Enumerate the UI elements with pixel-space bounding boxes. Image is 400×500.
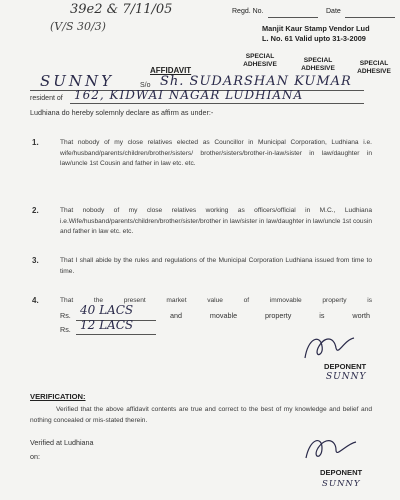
declare-text: Ludhiana do hereby solemnly declare as affirm as under:-	[30, 108, 214, 117]
immovable-value: 40 LACS	[80, 303, 134, 317]
verification-text: Verified that the above affidavit contents are true and correct to the best of my knowledge and belief and nothing concealed or mis-stated therein.	[30, 406, 372, 424]
vendor-line-1: Manjit Kaur Stamp Vendor Lud	[262, 24, 370, 33]
verified-on: on:	[30, 452, 40, 461]
top-scribble: 39e2 & 7/11/05	[70, 2, 173, 17]
para-4-rs-2: Rs.	[60, 325, 71, 334]
relation-label: S/o	[140, 82, 151, 89]
date-line	[345, 17, 395, 18]
date-label: Date	[326, 8, 341, 15]
verification-heading: VERIFICATION:	[30, 392, 86, 401]
para-4-rs-1: Rs.	[60, 311, 71, 320]
adhesive-label-1: SPECIAL ADHESIVE	[243, 53, 277, 68]
adhesive-label-3: SPECIAL ADHESIVE	[357, 60, 391, 75]
para-4-text-2: and movable property is worth	[170, 311, 370, 320]
para-1-text: That nobody of my close relatives elected as Councillor in Municipal Corporation, Ludhiana i.e. wife/husband/parents/children/brother/sisters/ brother/sisters/brother-in-law/sister in law/daughter in law/uncle 1st Cousin and father in law etc. etc.	[60, 139, 372, 167]
deponent-name: SUNNY	[40, 72, 115, 90]
signature-2	[300, 432, 360, 466]
movable-line	[76, 334, 156, 335]
movable-value: 12 LACS	[80, 318, 134, 332]
para-2-text: That nobody of my close relatives working as officers/official in M.C., Ludhiana i.e.Wife/husband/parents/children/brother/sister/brother in law/sister in law/daughter in law/uncle 1st cousin and father in law etc. etc.	[60, 207, 372, 235]
resident-label: resident of	[30, 95, 63, 102]
signature-1	[300, 330, 360, 364]
deponent-label-2: DEPONENT	[320, 468, 363, 477]
regd-label-text: Regd. No.	[232, 8, 264, 15]
affidavit-title: AFFIDAVIT	[150, 66, 192, 75]
para-4-num: 4.	[32, 296, 39, 305]
para-3-text: That I shall abide by the rules and regulations of the Municipal Corporation Ludhiana issued from time to time.	[60, 257, 372, 275]
deponent-hand-1: SUNNY	[326, 372, 367, 382]
para-2-num: 2.	[32, 206, 39, 215]
father-name: Sh. SUDARSHAN KUMAR	[160, 74, 352, 89]
vendor-line-2: L. No. 61 Valid upto 31-3-2009	[262, 34, 366, 43]
deponent-hand-2: SUNNY	[322, 479, 361, 489]
regd-no-label	[232, 8, 264, 15]
para-4-text-1: That the present market value of immovable property is	[60, 297, 372, 304]
para-1-num: 1.	[32, 138, 39, 147]
address: 162, KIDWAI NAGAR LUDHIANA	[74, 88, 304, 102]
address-line	[70, 103, 364, 104]
regd-line	[268, 17, 318, 18]
top-scribble-2: (V/S 30/3)	[50, 20, 106, 33]
deponent-label-1: DEPONENT	[324, 362, 367, 371]
para-3-num: 3.	[32, 256, 39, 265]
adhesive-label-2: SPECIAL ADHESIVE	[301, 57, 335, 72]
verified-place: Verified at Ludhiana	[30, 438, 94, 447]
